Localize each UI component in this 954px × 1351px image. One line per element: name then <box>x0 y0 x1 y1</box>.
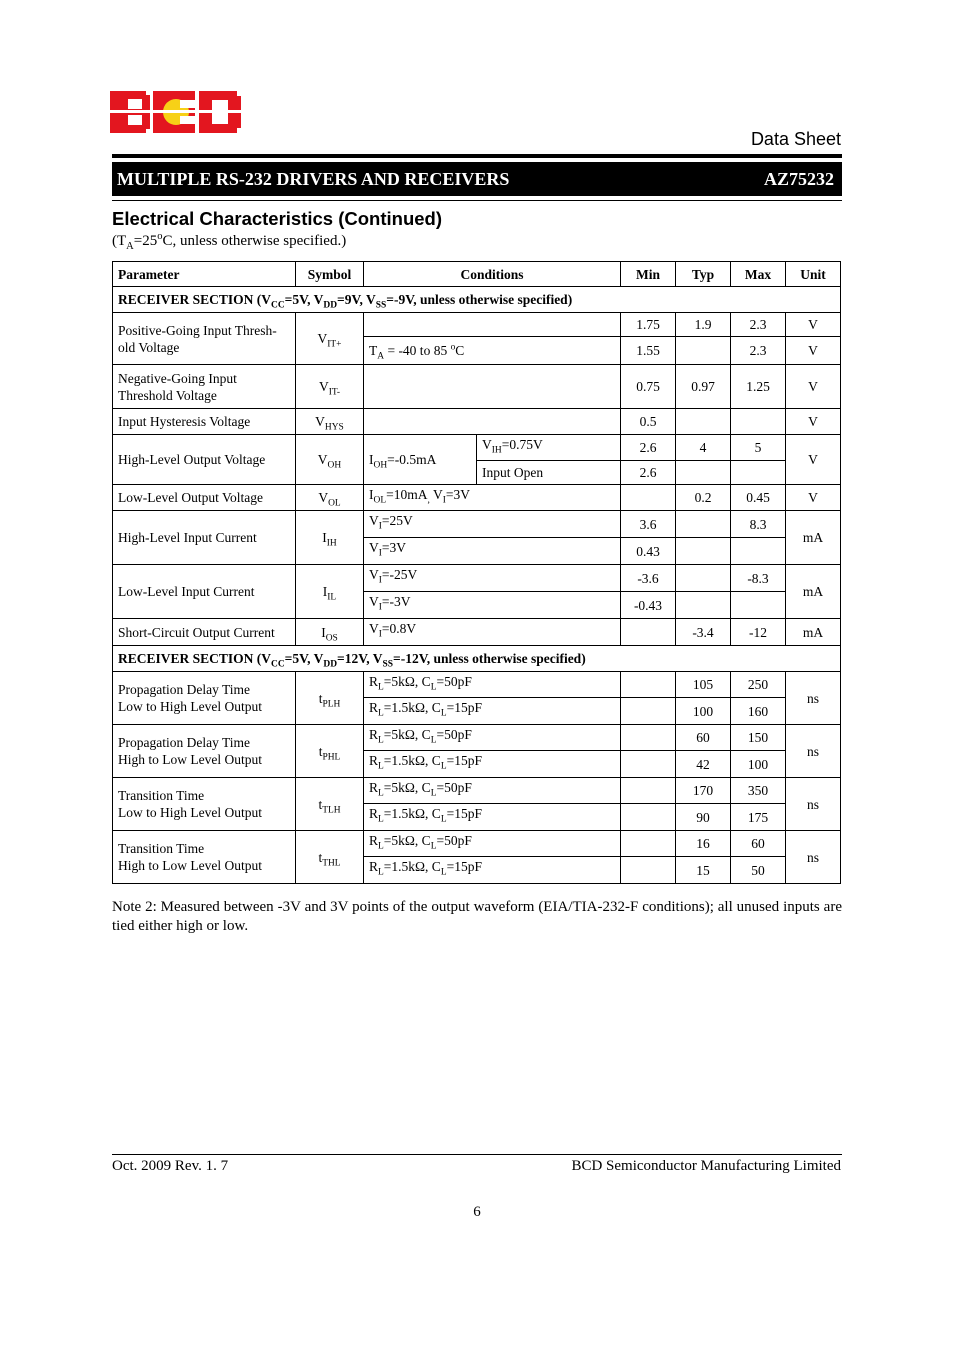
max-cell: 5 <box>731 435 786 461</box>
param-cell: Input Hysteresis Voltage <box>113 409 296 435</box>
document-title: MULTIPLE RS-232 DRIVERS AND RECEIVERS <box>117 168 510 189</box>
table-row <box>113 313 841 337</box>
condition-cell: $V_I=3V$ <box>364 538 621 565</box>
footer-revision: Oct. 2009 Rev. 1. 7 <box>112 1158 229 1174</box>
param-cell: Low-Level Output Voltage <box>113 485 296 511</box>
col-header-conditions: Conditions <box>364 262 621 287</box>
section-title-9v: RECEIVER SECTION ($V_{CC}=5V$, $V_{DD}=9V$, $V_{SS}=-9V$, unless otherwise specified) <box>113 287 841 313</box>
max-cell: 175 <box>731 804 786 831</box>
typ-cell: 105 <box>676 672 731 698</box>
unit-cell: V <box>786 409 841 435</box>
unit-cell: ns <box>786 725 841 778</box>
table-row <box>113 435 841 461</box>
symbol-cell: $t_{PHL}$ <box>296 725 364 778</box>
typ-cell <box>676 538 731 565</box>
max-cell: 8.3 <box>731 511 786 538</box>
symbol-cell: $V_{HYS}$ <box>296 409 364 435</box>
condition-cell: $T_A = -40$ to 85 $^o$C <box>364 337 621 365</box>
typ-cell: 100 <box>676 698 731 725</box>
typ-cell: 4 <box>676 435 731 461</box>
page-number: 6 <box>473 1204 481 1220</box>
max-cell: 1.25 <box>731 365 786 409</box>
min-cell: 0.5 <box>621 409 676 435</box>
min-cell <box>621 698 676 725</box>
unit-cell: V <box>786 435 841 485</box>
typ-cell: 1.9 <box>676 313 731 337</box>
max-cell: 60 <box>731 831 786 857</box>
typ-cell: 90 <box>676 804 731 831</box>
min-cell <box>621 751 676 778</box>
col-header-parameter: Parameter <box>113 262 296 287</box>
condition-cell: $R_L=1.5k\Omega$, $C_L=15pF$ <box>364 857 621 884</box>
condition-cell: $R_L=5k\Omega$, $C_L=50pF$ <box>364 831 621 857</box>
symbol-cell: $t_{TLH}$ <box>296 778 364 831</box>
condition-cell: $R_L=1.5k\Omega$, $C_L=15pF$ <box>364 698 621 725</box>
min-cell <box>621 857 676 884</box>
min-cell <box>621 619 676 646</box>
table-row <box>113 619 841 646</box>
symbol-cell: $V_{IT-}$ <box>296 365 364 409</box>
condition-cell: $R_L=5k\Omega$, $C_L=50pF$ <box>364 672 621 698</box>
table-row <box>113 778 841 804</box>
unit-cell: V <box>786 485 841 511</box>
min-cell <box>621 831 676 857</box>
section-row <box>113 646 841 672</box>
footer-rule <box>112 1154 842 1155</box>
test-conditions: ($T_A=25^oC$, unless otherwise specified.) <box>112 231 347 252</box>
table-header-row <box>113 262 841 287</box>
max-cell: 2.3 <box>731 313 786 337</box>
typ-cell: -3.4 <box>676 619 731 646</box>
max-cell: -8.3 <box>731 565 786 592</box>
typ-cell <box>676 461 731 485</box>
min-cell: 2.6 <box>621 435 676 461</box>
param-cell: Transition Time High to Low Level Output <box>113 831 296 884</box>
col-header-max: Max <box>731 262 786 287</box>
typ-cell <box>676 565 731 592</box>
symbol-cell: $V_{IT+}$ <box>296 313 364 365</box>
unit-cell: V <box>786 313 841 337</box>
condition-cell <box>364 365 621 409</box>
section-row <box>113 287 841 313</box>
max-cell <box>731 592 786 619</box>
condition-cell: $V_I=-3V$ <box>364 592 621 619</box>
param-cell: High-Level Input Current <box>113 511 296 565</box>
param-cell: Propagation Delay Time High to Low Level Output <box>113 725 296 778</box>
unit-cell: ns <box>786 778 841 831</box>
section-title-12v: RECEIVER SECTION ($V_{CC}=5V$, $V_{DD}=12V$, $V_{SS}=-12V$, unless otherwise specified) <box>113 646 841 672</box>
param-cell: Low-Level Input Current <box>113 565 296 619</box>
condition-cell: $V_{IH}=0.75V$ <box>477 435 621 461</box>
param-cell: Negative-Going Input Threshold Voltage <box>113 365 296 409</box>
header-rule <box>112 154 842 158</box>
symbol-cell: $I_{IL}$ <box>296 565 364 619</box>
symbol-cell: $t_{PLH}$ <box>296 672 364 725</box>
table-row <box>113 485 841 511</box>
condition-cell: $I_{OH}=-0.5mA$ <box>364 435 477 485</box>
col-header-symbol: Symbol <box>296 262 364 287</box>
max-cell <box>731 461 786 485</box>
min-cell: 3.6 <box>621 511 676 538</box>
max-cell: 250 <box>731 672 786 698</box>
condition-cell: $R_L=1.5k\Omega$, $C_L=15pF$ <box>364 751 621 778</box>
title-underline <box>112 200 842 201</box>
min-cell <box>621 485 676 511</box>
min-cell: -3.6 <box>621 565 676 592</box>
table-row <box>113 511 841 538</box>
typ-cell: 170 <box>676 778 731 804</box>
min-cell <box>621 804 676 831</box>
condition-cell: $R_L=1.5k\Omega$, $C_L=15pF$ <box>364 804 621 831</box>
col-header-typ: Typ <box>676 262 731 287</box>
min-cell <box>621 672 676 698</box>
table-row <box>113 409 841 435</box>
unit-cell: V <box>786 365 841 409</box>
max-cell: 350 <box>731 778 786 804</box>
table-row <box>113 365 841 409</box>
max-cell: 2.3 <box>731 337 786 365</box>
min-cell: 1.75 <box>621 313 676 337</box>
part-number: AZ75232 <box>763 168 834 189</box>
table-row <box>113 831 841 857</box>
symbol-cell: $I_{IH}$ <box>296 511 364 565</box>
footer-company: BCD Semiconductor Manufacturing Limited <box>571 1158 841 1174</box>
condition-cell: $R_L=5k\Omega$, $C_L=50pF$ <box>364 725 621 751</box>
max-cell: 160 <box>731 698 786 725</box>
typ-cell: 0.97 <box>676 365 731 409</box>
typ-cell: 16 <box>676 831 731 857</box>
min-cell: 0.75 <box>621 365 676 409</box>
electrical-characteristics-table <box>112 261 841 884</box>
param-cell: Transition Time Low to High Level Output <box>113 778 296 831</box>
min-cell: -0.43 <box>621 592 676 619</box>
table-row <box>113 565 841 592</box>
max-cell <box>731 538 786 565</box>
typ-cell: 60 <box>676 725 731 751</box>
condition-cell: Input Open <box>477 461 621 485</box>
param-cell: Positive-Going Input Thresh-old Voltage <box>113 313 296 365</box>
table-row <box>113 672 841 698</box>
max-cell: 50 <box>731 857 786 884</box>
unit-cell: ns <box>786 672 841 725</box>
typ-cell: 0.2 <box>676 485 731 511</box>
bcd-logo <box>110 88 242 136</box>
max-cell: 100 <box>731 751 786 778</box>
typ-cell <box>676 511 731 538</box>
typ-cell <box>676 409 731 435</box>
typ-cell <box>676 592 731 619</box>
min-cell: 2.6 <box>621 461 676 485</box>
condition-cell: $V_I=-25V$ <box>364 565 621 592</box>
param-cell: Propagation Delay Time Low to High Level Output <box>113 672 296 725</box>
min-cell: 1.55 <box>621 337 676 365</box>
col-header-unit: Unit <box>786 262 841 287</box>
condition-cell: $I_{OL}=10mA_,$ $V_I=3V$ <box>364 485 621 511</box>
unit-cell: mA <box>786 619 841 646</box>
table-row <box>113 725 841 751</box>
doc-type-label: Data Sheet <box>750 129 841 149</box>
col-header-min: Min <box>621 262 676 287</box>
condition-cell <box>364 313 621 337</box>
condition-cell: $V_I=25V$ <box>364 511 621 538</box>
min-cell: 0.43 <box>621 538 676 565</box>
min-cell <box>621 725 676 751</box>
typ-cell: 15 <box>676 857 731 884</box>
unit-cell: mA <box>786 565 841 619</box>
section-heading: Electrical Characteristics (Continued) <box>112 208 443 229</box>
min-cell <box>621 778 676 804</box>
max-cell <box>731 409 786 435</box>
footnote: Note 2: Measured between -3V and 3V points of the output waveform (EIA/TIA-232-F conditions); all unused inputs are tied either high or low. <box>112 899 842 934</box>
unit-cell: V <box>786 337 841 365</box>
symbol-cell: $t_{THL}$ <box>296 831 364 884</box>
param-cell: High-Level Output Voltage <box>113 435 296 485</box>
typ-cell <box>676 337 731 365</box>
symbol-cell: $I_{OS}$ <box>296 619 364 646</box>
condition-cell: $V_I=0.8V$ <box>364 619 621 646</box>
unit-cell: ns <box>786 831 841 884</box>
max-cell: -12 <box>731 619 786 646</box>
title-bar <box>112 162 842 196</box>
condition-cell: $R_L=5k\Omega$, $C_L=50pF$ <box>364 778 621 804</box>
symbol-cell: $V_{OH}$ <box>296 435 364 485</box>
unit-cell: mA <box>786 511 841 565</box>
symbol-cell: $V_{OL}$ <box>296 485 364 511</box>
max-cell: 150 <box>731 725 786 751</box>
max-cell: 0.45 <box>731 485 786 511</box>
condition-cell <box>364 409 621 435</box>
typ-cell: 42 <box>676 751 731 778</box>
param-cell: Short-Circuit Output Current <box>113 619 296 646</box>
